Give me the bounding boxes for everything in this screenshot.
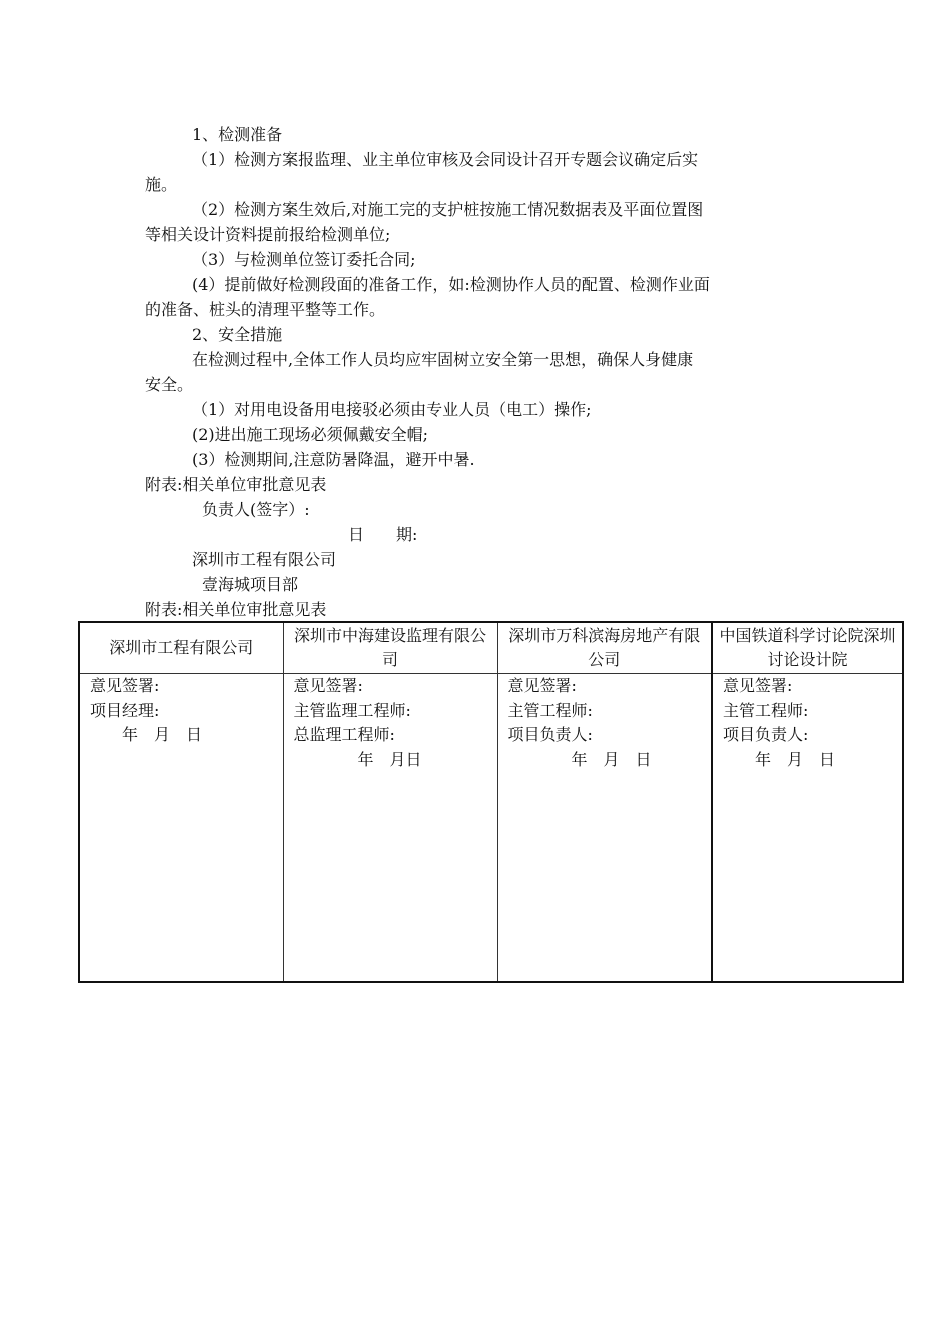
section-heading-prep: 1、检测准备 xyxy=(192,125,283,144)
appendix-label: 附表:相关单位审批意见表 xyxy=(145,600,327,619)
paragraph-line: （1）对用电设备用电接驳必须由专业人员（电工）操作; xyxy=(192,400,592,419)
header-supervisor: 深圳市中海建设监理有限公司 xyxy=(283,622,497,674)
company-name: 深圳市工程有限公司 xyxy=(192,550,337,569)
paragraph-line: 安全。 xyxy=(145,375,194,394)
opinion-cell-contractor: 意见签署: 项目经理: 年 月 日 xyxy=(79,674,283,983)
signature-label: 负责人(签字）: xyxy=(202,500,310,519)
paragraph-line: (2)进出施工现场必须佩戴安全帽; xyxy=(192,425,429,444)
paragraph-line: 在检测过程中,全体工作人员均应牢固树立安全第一思想，确保人身健康 xyxy=(192,350,694,369)
section-heading-safety: 2、安全措施 xyxy=(192,325,283,344)
paragraph-line: (4）提前做好检测段面的准备工作，如:检测协作人员的配置、检测作业面 xyxy=(192,275,710,294)
header-contractor: 深圳市工程有限公司 xyxy=(79,622,283,674)
paragraph-line: （1）检测方案报监理、业主单位审核及会同设计召开专题会议确定后实 xyxy=(192,150,699,169)
paragraph-line: 施。 xyxy=(145,175,178,194)
table-header-row xyxy=(79,622,903,674)
header-developer: 深圳市万科滨海房地产有限公司 xyxy=(497,622,712,674)
paragraph-line: (3）检测期间,注意防暑降温，避开中暑. xyxy=(192,450,475,469)
paragraph-line: 等相关设计资料提前报给检测单位; xyxy=(145,225,391,244)
approval-table xyxy=(78,621,904,983)
paragraph-line: （2）检测方案生效后,对施工完的支护桩按施工情况数据表及平面位置图 xyxy=(192,200,704,219)
appendix-label: 附表:相关单位审批意见表 xyxy=(145,475,327,494)
paragraph-line: 的准备、桩头的清理平整等工作。 xyxy=(145,300,386,319)
opinion-cell-supervisor: 意见签署: 主管监理工程师: 总监理工程师: 年 月日 xyxy=(283,674,497,983)
opinion-cell-developer: 意见签署: 主管工程师: 项目负责人: 年 月 日 xyxy=(497,674,712,983)
date-label: 日 期: xyxy=(348,525,418,544)
opinion-cell-design-institute: 意见签署: 主管工程师: 项目负责人: 年 月 日 xyxy=(712,674,903,983)
header-design-institute: 中国铁道科学讨论院深圳讨论设计院 xyxy=(712,622,903,674)
project-department: 壹海城项目部 xyxy=(202,575,299,594)
table-row xyxy=(79,674,903,983)
paragraph-line: （3）与检测单位签订委托合同; xyxy=(192,250,416,269)
